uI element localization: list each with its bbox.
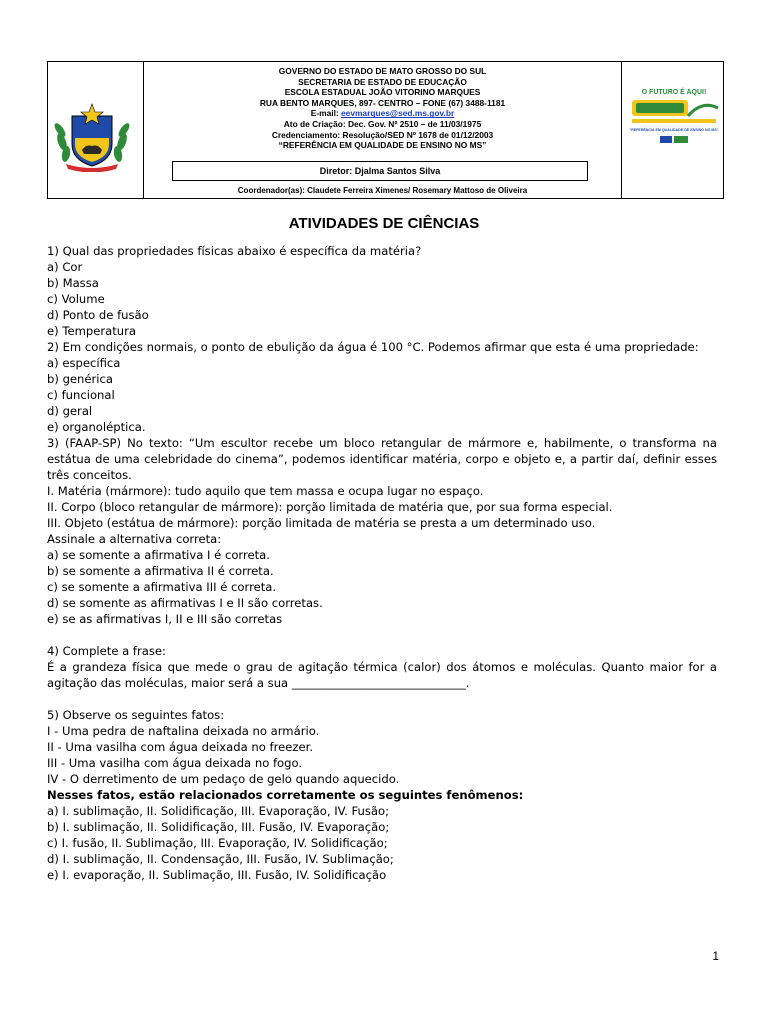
q3-option-e: e) se as afirmativas I, II e III são corretas — [47, 612, 283, 626]
q2-option-b: b) genérica — [47, 372, 114, 386]
q1-option-c: c) Volume — [47, 292, 105, 306]
q5-option-c: c) I. fusão, II. Sublimação, III. Evaporação, IV. Solidificação; — [47, 836, 388, 850]
q5-prompt — [47, 787, 717, 803]
q1-option-b: b) Massa — [47, 276, 99, 290]
school-info-lines — [144, 66, 621, 151]
q2-option-c: c) funcional — [47, 388, 115, 402]
government-line: GOVERNO DO ESTADO DE MATO GROSSO DO SUL — [278, 66, 487, 76]
q5-fact-2: II - Uma vasilha com água deixada no freezer. — [47, 740, 314, 754]
q3-statement-2: II. Corpo (bloco retangular de mármore): porção limitada de matéria que, por sua forma especial. — [47, 500, 613, 514]
secretariat-line: SECRETARIA DE ESTADO DE EDUCAÇÃO — [298, 76, 467, 87]
q3-statement-1: I. Matéria (mármore): tudo aquilo que tem massa e ocupa lugar no espaço. — [47, 484, 484, 498]
promo-logo-cell — [622, 62, 723, 198]
q5-prompt-bold: Nesses fatos, estão relacionados corretamente os seguintes fenômenos: — [47, 788, 524, 802]
spacer — [47, 691, 717, 707]
director-box: Diretor: Djalma Santos Silva — [172, 161, 588, 181]
email-link[interactable]: eevmarques@sed.ms.gov.br — [341, 108, 455, 119]
question-3: 3) (FAAP-SP) No texto: “Um escultor recebe um bloco retangular de mármore e, habilmente, o transforma na estátua de uma celebridade do cinema”, podemos identificar matéria, corpo e objeto e, a partir daí, definir esses três conceitos. — [47, 436, 717, 482]
promo-tagline: "REFERÊNCIA EM QUALIDADE DE ENSINO NO MS" — [629, 128, 719, 132]
q1-option-d: d) Ponto de fusão — [47, 308, 149, 322]
q5-option-b: b) I. sublimação, II. Solidificação, III. Fusão, IV. Evaporação; — [47, 820, 390, 834]
question-1: 1) Qual das propriedades físicas abaixo é específica da matéria? — [47, 244, 422, 258]
q3-option-d: d) se somente as afirmativas I e II são corretas. — [47, 596, 323, 610]
motto-line: “REFERÊNCIA EM QUALIDADE DE ENSINO NO MS” — [278, 140, 487, 151]
email-label: E-mail: — [310, 108, 342, 119]
q2-option-e: e) organoléptica. — [47, 420, 146, 434]
q3-statement-3: III. Objeto (estátua de mármore): porção limitada de matéria se presta a um determinado uso. — [47, 516, 596, 530]
coordinators-line: Coordenador(as): Claudete Ferreira Ximenes/ Rosemary Mattoso de Oliveira — [237, 186, 528, 195]
q3-option-a: a) se somente a afirmativa I é correta. — [47, 548, 270, 562]
page-number: 1 — [712, 949, 719, 963]
logo-cell — [48, 62, 144, 198]
school-info-cell — [144, 62, 622, 198]
promo-title: O FUTURO É AQUI! — [641, 89, 707, 96]
q5-option-a: a) I. sublimação, II. Solidificação, III. Evaporação, IV. Fusão; — [47, 804, 389, 818]
page-title: ATIVIDADES DE CIÊNCIAS — [288, 215, 480, 232]
state-coat-of-arms-logo — [52, 102, 132, 172]
school-header — [47, 61, 724, 199]
creation-act-line: Ato de Criação: Dec. Gov. Nº 2510 – de 11/03/1975 — [283, 118, 482, 129]
question-4-heading: 4) Complete a frase: — [47, 644, 166, 658]
q5-fact-3: III - Uma vasilha com água deixada no fogo. — [47, 756, 303, 770]
q5-fact-1: I - Uma pedra de naftalina deixada no armário. — [47, 724, 320, 738]
spacer — [47, 627, 717, 643]
activity-body — [47, 243, 717, 883]
email-line — [144, 108, 621, 119]
q3-prompt: Assinale a alternativa correta: — [47, 532, 222, 546]
q2-option-d: d) geral — [47, 404, 93, 418]
q1-option-a: a) Cor — [47, 260, 83, 274]
q3-option-c: c) se somente a afirmativa III é correta. — [47, 580, 277, 594]
question-5-heading: 5) Observe os seguintes fatos: — [47, 708, 225, 722]
accreditation-line: Credenciamento: Resolução/SED Nº 1678 de 01/12/2003 — [271, 129, 494, 140]
address-line: RUA BENTO MARQUES, 897- CENTRO – FONE (67) 3488-1181 — [259, 97, 506, 108]
promo-banner-logo — [622, 86, 723, 156]
q5-fact-4: IV - O derretimento de um pedaço de gelo quando aquecido. — [47, 772, 400, 786]
question-4-text: É a grandeza física que mede o grau de agitação térmica (calor) dos átomos e moléculas. Quanto maior for a agitação das moléculas, maior será a sua ______________________________. — [47, 660, 717, 690]
school-name-line: ESCOLA ESTADUAL JOÃO VITORINO MARQUES — [284, 87, 481, 98]
q5-option-d: d) I. sublimação, II. Condensação, III. Fusão, IV. Sublimação; — [47, 852, 394, 866]
q3-option-b: b) se somente a afirmativa II é correta. — [47, 564, 274, 578]
q5-option-e: e) I. evaporação, II. Sublimação, III. Fusão, IV. Solidificação — [47, 868, 387, 882]
q2-option-a: a) específica — [47, 356, 121, 370]
q1-option-e: e) Temperatura — [47, 324, 137, 338]
question-2: 2) Em condições normais, o ponto de ebulição da água é 100 °C. Podemos afirmar que esta é uma propriedade: — [47, 340, 699, 354]
